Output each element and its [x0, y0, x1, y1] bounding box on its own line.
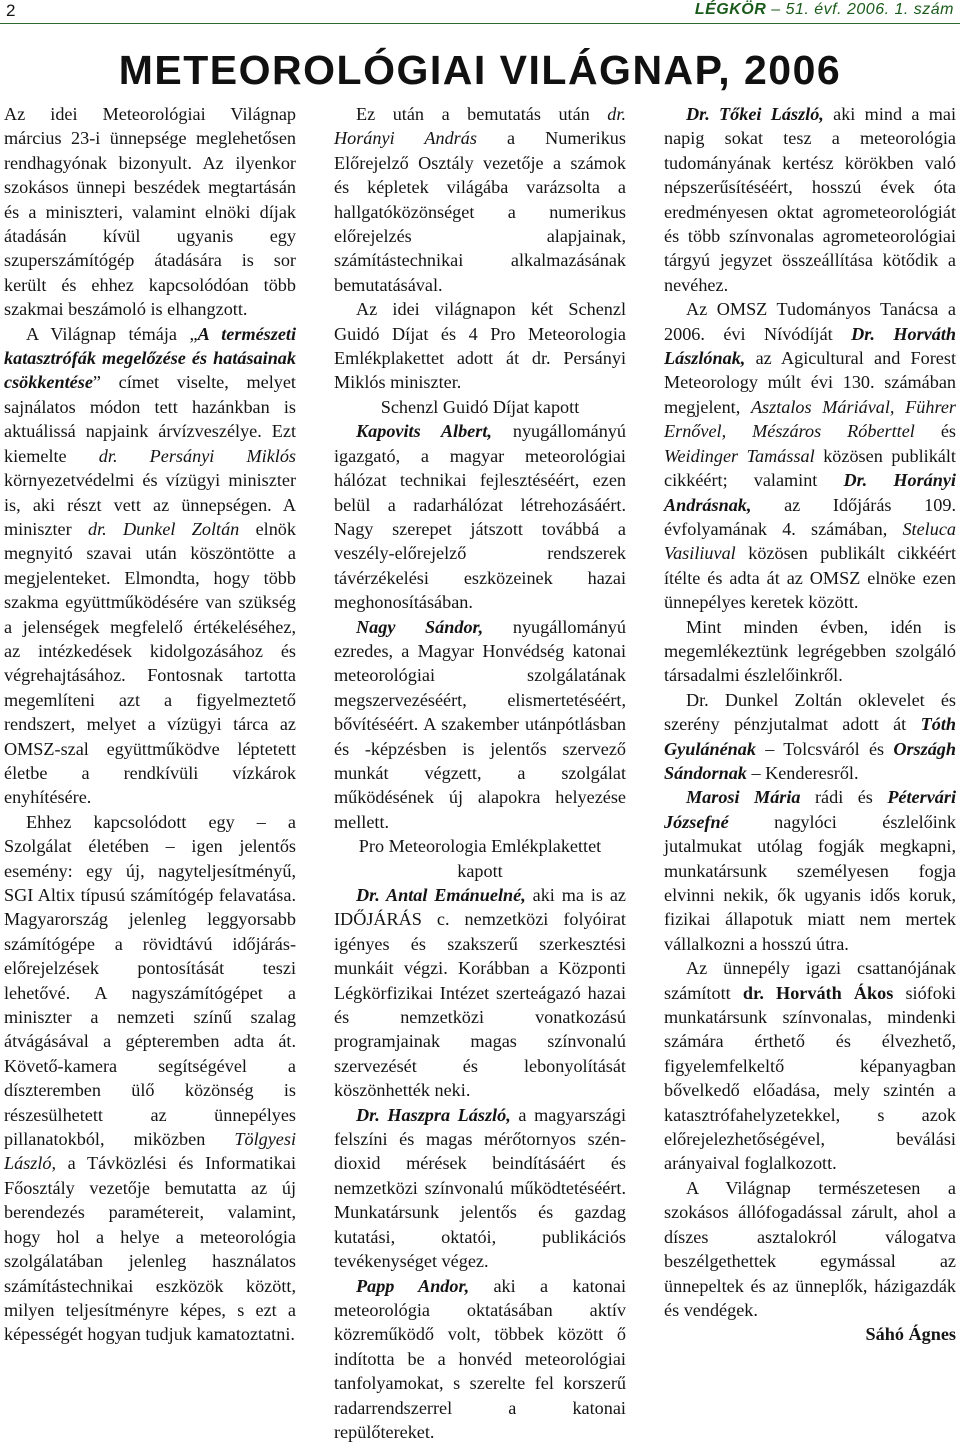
text-run: Tölgyesi László,	[4, 1129, 296, 1173]
page-number: 2	[6, 1, 15, 21]
text-run: Nagy Sándor,	[356, 617, 483, 637]
text-run: és	[915, 421, 956, 441]
paragraph	[664, 102, 956, 297]
text-run: az Időjárás 109. évfolyamának 4. számában,	[664, 495, 956, 539]
text-run: Pétervári Józsefné	[664, 787, 956, 831]
author-signature: Sáhó Ágnes	[664, 1322, 956, 1346]
text-run: siófoki munkatársunk színvonalas, mindenki számára érthető és élvezhető, figyelemfelkeltő képanyagban bővelkedő előadása, mely szintén a katasztrófahelyzetekkel, s azok előrejelezhetőségével, beválási arányaival foglalkozott.	[664, 983, 956, 1174]
text-run: A Világnap természetesen a szokásos állófogadással zárult, ahol a díszes asztalokról válogatva beszélgethettek egymással az ünnepeltek és az ünneplők, házigazdák és vendégek.	[664, 1178, 956, 1320]
text-run: Mint minden évben, idén is megemlékeztünk legrégebben szolgáló társadalmi észlelőinkről.	[664, 617, 956, 686]
text-run: aki ma is az IDŐJÁRÁS c. nemzetközi folyóirat igényes és szakszerű szerkesztési munkáit végzi. Korábban a Központi Légkörfizikai Intézet szerteágazó hazai és nemzetközi vonatkozású programjainak magas színvonalú szervezését és lebonyolítását köszönhették neki.	[334, 885, 626, 1100]
text-run: Országh Sándornak	[664, 739, 956, 783]
text-run: Dr. Horányi Andrásnak,	[664, 470, 956, 514]
text-run: A Világnap témája „	[26, 324, 198, 344]
text-run: A természeti katasztrófák megelőzése és hatásainak csökkentése	[4, 324, 296, 393]
journal-issue: – 51. évf. 2006. 1. szám	[766, 1, 954, 18]
paragraph	[664, 615, 956, 688]
text-run: a magyarszági felszíni és magas mérőtornyos szén-dioxid mérések beindításáért és nemzetközi színvonalú működtetéséért. Munkatársunk jelentős és gazdag kutatási, oktatói, publikációs tevékenységet végez.	[334, 1105, 626, 1271]
text-run: Az idei világnapon két Schenzl Guidó Díjat és 4 Pro Meteorologia Emlékplakettet adott át dr. Persányi Miklós miniszter.	[334, 299, 626, 392]
text-run: Schenzl Guidó Díjat kapott	[381, 397, 580, 417]
text-run: Weidinger Tamással	[664, 446, 815, 466]
paragraph	[334, 102, 626, 297]
text-run: Pro Meteorologia Emlékplakettet kapott	[359, 836, 601, 880]
paragraph	[664, 785, 956, 956]
text-run: Asztalos Máriával, Führer Ernővel, Mészáros Róberttel	[664, 397, 956, 441]
text-column-1	[4, 102, 296, 1347]
text-run: Kapovits Albert,	[356, 421, 492, 441]
text-run: környezetvédelmi és vízügyi miniszter is, aki részt vett az ünnepségen. A miniszter	[4, 470, 296, 539]
text-run: aki a katonai meteorológia oktatásában aktív közreműködő volt, többek között ő indította be a honvéd meteorológiai tanfolyamokat, s szerelte fel korszerű radarrendszerrel a katonai repülőtereket.	[334, 1276, 626, 1442]
text-run: nagylóci észlelőink jutalmukat utólag fogják megkapni, munkatársunk személyesen fogja elvinni nekik, ők ugyanis idős koruk, fizikai állapotuk miatt nem mertek vállalkozni a hosszú útra.	[664, 812, 956, 954]
text-run: dr. Persányi Miklós	[99, 446, 296, 466]
paragraph	[664, 1176, 956, 1322]
text-run: rádi és	[801, 787, 888, 807]
paragraph	[334, 297, 626, 395]
paragraph	[334, 1103, 626, 1274]
text-run: nyugállományú ezredes, a Magyar Honvédség katonai meteorológiai szolgálatának megszervezéséért, elismertetéséért, bővítéséért. A szakember utánpótlásban és -képzésben is jelentős szervező munkát végzett, a szolgálat működésének új alapokra helyezése mellett.	[334, 617, 626, 832]
text-column-3	[664, 102, 956, 1347]
text-run: Az OMSZ Tudományos Tanácsa a 2006. évi Nívódíját	[664, 299, 956, 343]
text-run: Dr. Horváth Lászlónak,	[664, 324, 956, 368]
text-run: Az ünnepély igazi csattanójának számított	[664, 958, 956, 1002]
paragraph	[334, 883, 626, 1103]
paragraph	[4, 810, 296, 1347]
text-run: a Numerikus Előrejelző Osztály vezetője a számok és képletek világába varázsolta a hallgatóközönséget a numerikus előrejelzés alapjainak, számítástechnikai alkalmazásának bemutatásával.	[334, 128, 626, 294]
text-run: közösen publikált cikkéért ítélte és adta át az OMSZ elnöke ezen ünnepélyes keretek között.	[664, 543, 956, 612]
text-run: Marosi Mária	[686, 787, 801, 807]
text-run: Tóth Gyulánénak	[664, 714, 956, 758]
text-run: dr. Horváth Ákos	[743, 983, 893, 1003]
header-rule	[0, 23, 960, 24]
text-run: Ehhez kapcsolódott egy – a Szolgálat életében – igen jelentős esemény: egy új, nagyteljesítményű, SGI Altix típusú számítógép felavatása. Magyarország jelenleg leggyorsabb számítógépe a rövidtávú időjárás-előrejelzések pontosítását teszi lehetővé. A nagyszámítógépet a miniszter a nemzeti színű szalag átvágásával a gépteremben adta át. Követő-kamera segítségével a díszteremben ülő közönség is részesülhetett az ünnepélyes pillanatokból, miközben	[4, 812, 296, 1149]
text-run: Dr. Dunkel Zoltán oklevelet és szerény pénzjutalmat adott át	[664, 690, 956, 734]
text-run: dr. Horányi András	[334, 104, 626, 148]
text-run: – Kenderesről.	[747, 763, 859, 783]
paragraph	[664, 956, 956, 1176]
text-run: Ez után a bemutatás után	[356, 104, 607, 124]
paragraph	[664, 297, 956, 614]
paragraph	[334, 395, 626, 419]
text-run: Papp Andor,	[356, 1276, 469, 1296]
paragraph	[664, 688, 956, 786]
text-run: aki mind a mai napig sokat tesz a meteorológia tudományának kertész körökben való népszerűsítéséért, hosszú évek óta eredményesen oktat agrometeorológiát és több színvonalas agrometeorológiai tárgyú jegyzet összeállítása kötődik a nevéhez.	[664, 104, 956, 295]
text-run: Az idei Meteorológiai Világnap március 23-i ünnepsége meglehetősen rendhagyónak bizonyult. Az ilyenkor szokásos ünnepi beszédek megtartásán és a miniszteri, valamint elnöki díjak átadásán kívül ugyanis egy szuperszámítógép átadására is sor került és ehhez kapcsolódóan több szakmai beszámoló is elhangzott.	[4, 104, 296, 319]
text-run: ” címet viselte, melyet sajnálatos módon tett hazánkban is aktuálissá napjaink árvízveszélye. Ezt kiemelte	[4, 372, 296, 465]
paragraph	[334, 834, 626, 883]
text-run: Dr. Tőkei László,	[686, 104, 824, 124]
text-run: elnök megnyitó szavai után köszöntötte a megjelenteket. Elmondta, hogy több szakma együttműködésére van szükség a jelenségek megfelelő értékeléséhez, az intézkedések kidolgozásához és végrehajtásához. Fontosnak tartotta megemlíteni azt a figyelmeztető rendszert, melyet a vízügyi tárca az OMSZ-szal együttműködve léptetett életbe a rendkívüli vízkárok enyhítésére.	[4, 519, 296, 807]
text-run: nyugállományú igazgató, a magyar meteorológiai hálózat technikai fejlesztéséért, ezen belül a radarhálózat létrehozásáért. Nagy szerepet játszott továbbá a veszély-előrejelző rendszerek távérzékelési eszközeinek hazai meghonosításában.	[334, 421, 626, 612]
paragraph	[334, 419, 626, 614]
journal-info	[695, 1, 954, 19]
text-run: Steluca Vasiliuval	[664, 519, 956, 563]
text-run: Dr. Haszpra László,	[356, 1105, 511, 1125]
text-run: dr. Dunkel Zoltán	[88, 519, 239, 539]
running-header	[0, 0, 960, 24]
paragraph	[4, 102, 296, 322]
journal-name: LÉGKÖR	[695, 1, 766, 18]
text-run: a Távközlési és Informatikai Főosztály vezetője bemutatta az új berendezés paramétereit, valamint, hogy hol a helye a meteorológia szolgálatában jelenleg használatos számítástechnikai eszközök között, milyen teljesítményre képes, s ezt a képességét hogyan tudjuk kamatoztatni.	[4, 1153, 296, 1344]
paragraph	[334, 615, 626, 835]
article-title: METEOROLÓGIAI VILÁGNAP, 2006	[0, 44, 960, 96]
text-run: Dr. Antal Emánuelné,	[356, 885, 526, 905]
paragraph	[334, 1274, 626, 1444]
text-run: az Agicultural and Forest Meteorology múlt évi 130. számában megjelent,	[664, 348, 956, 417]
text-run: – Tolcsváról és	[756, 739, 893, 759]
paragraph	[4, 322, 296, 810]
text-column-2	[334, 102, 626, 1444]
text-run: közösen publikált cikkéért; valamint	[664, 446, 956, 490]
